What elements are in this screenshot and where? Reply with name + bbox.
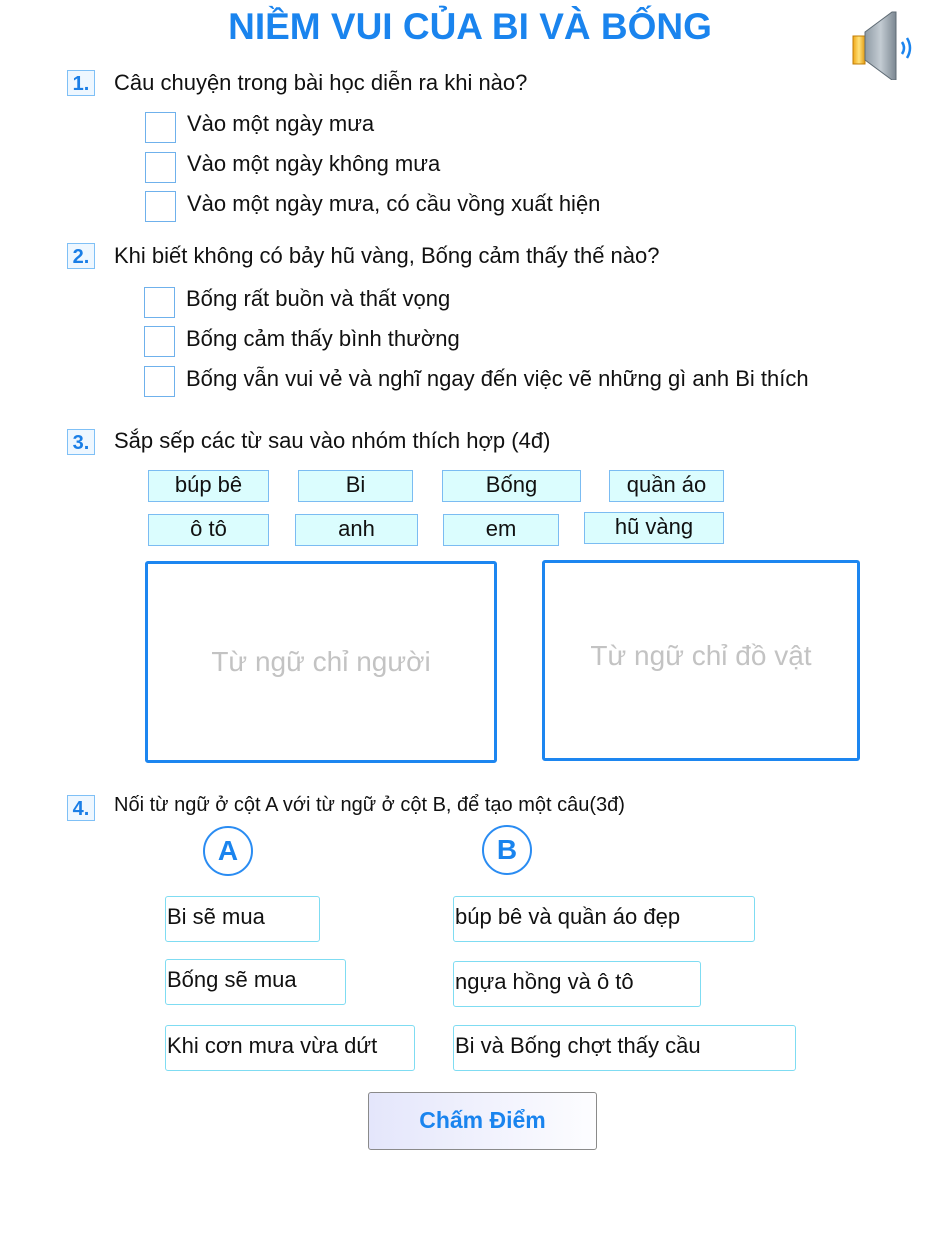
q2-option-2-checkbox[interactable]: [144, 326, 175, 357]
q1-option-3-checkbox[interactable]: [145, 191, 176, 222]
page-title: NIỀM VUI CỦA BI VÀ BỐNG: [228, 6, 712, 47]
word-card-bong[interactable]: Bống: [442, 470, 581, 502]
word-card-quan-ao[interactable]: quần áo: [609, 470, 724, 502]
q2-option-3-checkbox[interactable]: [144, 366, 175, 397]
match-b-1[interactable]: búp bê và quần áo đẹp: [453, 896, 755, 942]
submit-grade-button[interactable]: Chấm Điểm: [368, 1092, 597, 1150]
q1-option-1-checkbox[interactable]: [145, 112, 176, 143]
q2-option-2-label: Bống cảm thấy bình thường: [186, 326, 460, 351]
question-text-3: Sắp sếp các từ sau vào nhóm thích hợp (4đ): [114, 428, 551, 453]
match-a-3[interactable]: Khi cơn mưa vừa dứt: [165, 1025, 415, 1071]
drop-zone-people[interactable]: [145, 561, 497, 763]
q2-option-3-label: Bống vẫn vui vẻ và nghĩ ngay đến việc vẽ những gì anh Bi thích: [186, 366, 809, 391]
match-a-1[interactable]: Bi sẽ mua: [165, 896, 320, 942]
q1-option-1-label: Vào một ngày mưa: [187, 111, 375, 136]
word-card-bi[interactable]: Bi: [298, 470, 413, 502]
word-card-anh[interactable]: anh: [295, 514, 418, 546]
column-a-label: A: [203, 826, 253, 876]
match-b-2[interactable]: ngựa hồng và ô tô: [453, 961, 701, 1007]
drop-zone-objects[interactable]: [542, 560, 860, 761]
column-b-label: B: [482, 825, 532, 875]
q1-option-3-label: Vào một ngày mưa, có cầu vồng xuất hiện: [187, 191, 601, 216]
question-text-2: Khi biết không có bảy hũ vàng, Bống cảm thấy thế nào?: [114, 243, 660, 268]
question-number-1: 1.: [67, 70, 95, 96]
q1-option-2-checkbox[interactable]: [145, 152, 176, 183]
q2-option-1-label: Bống rất buồn và thất vọng: [186, 286, 451, 311]
question-text-1: Câu chuyện trong bài học diễn ra khi nào?: [114, 70, 528, 95]
q1-option-2-label: Vào một ngày không mưa: [187, 151, 441, 176]
question-number-2: 2.: [67, 243, 95, 269]
word-card-bup-be[interactable]: búp bê: [148, 470, 269, 502]
drop-zone-people-placeholder: Từ ngữ chỉ người: [211, 646, 431, 677]
question-number-3: 3.: [67, 429, 95, 455]
speaker-icon[interactable]: [850, 8, 922, 80]
match-a-2[interactable]: Bống sẽ mua: [165, 959, 346, 1005]
question-text-4: Nối từ ngữ ở cột A với từ ngữ ở cột B, để tạo một câu(3đ): [114, 794, 625, 816]
word-card-o-to[interactable]: ô tô: [148, 514, 269, 546]
q2-option-1-checkbox[interactable]: [144, 287, 175, 318]
question-number-4: 4.: [67, 795, 95, 821]
match-b-3[interactable]: Bi và Bống chợt thấy cầu: [453, 1025, 796, 1071]
word-card-em[interactable]: em: [443, 514, 559, 546]
drop-zone-objects-placeholder: Từ ngữ chỉ đồ vật: [590, 639, 812, 671]
word-card-hu-vang[interactable]: hũ vàng: [584, 512, 724, 544]
